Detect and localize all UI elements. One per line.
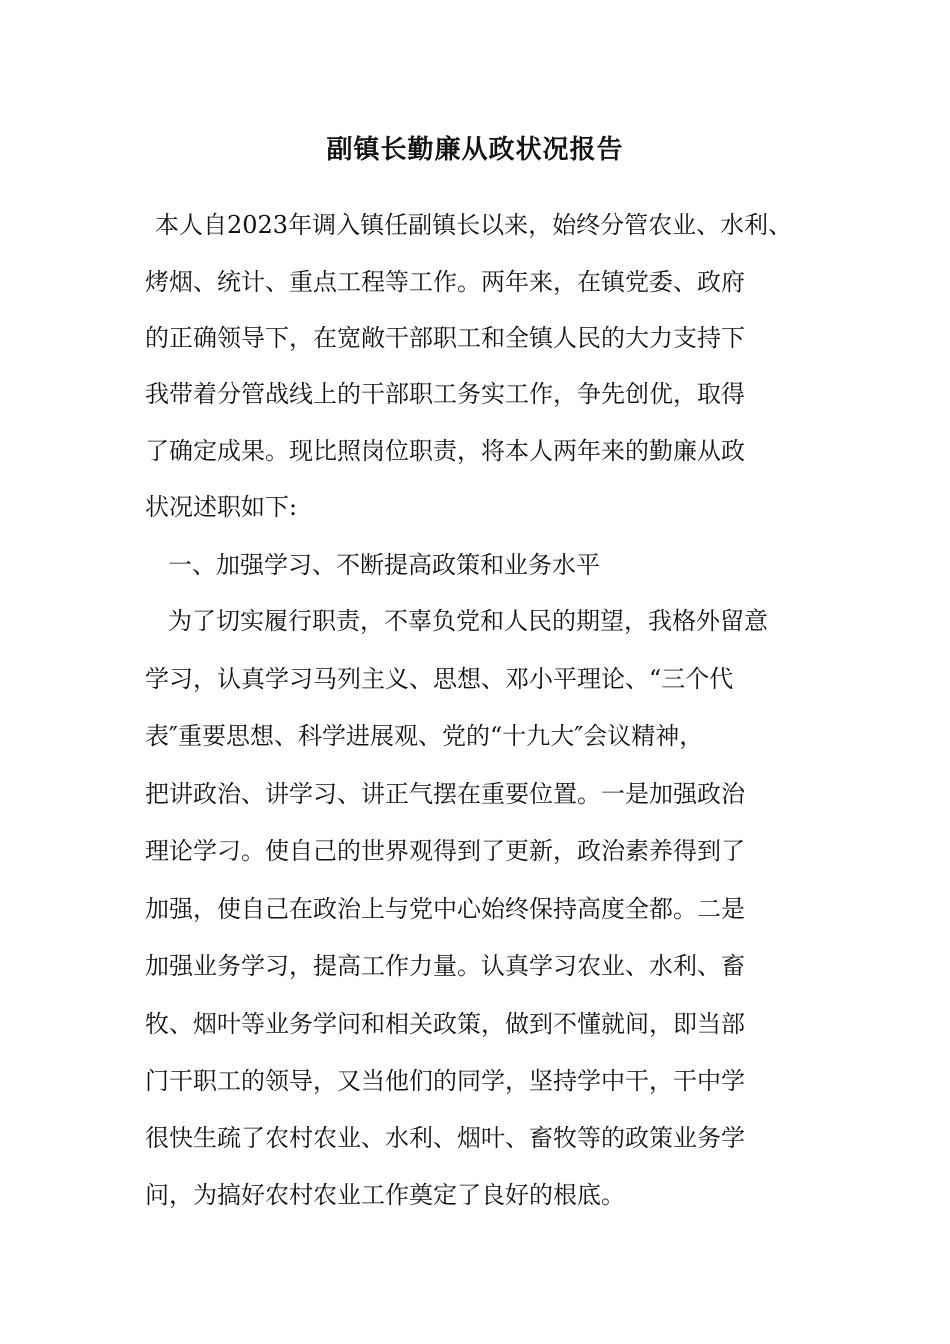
paragraph-line: 状况述职如下:: [145, 493, 298, 521]
paragraph-line: 为了切实履行职责，不辜负党和人民的期望，我格外留意: [168, 607, 768, 635]
paragraph-line: 把讲政治、讲学习、讲正气摆在重要位置。一是加强政治: [145, 780, 745, 808]
paragraph-line: 门干职工的领导，又当他们的同学，坚持学中干，干中学: [145, 1067, 745, 1095]
document-title: 副镇长勤廉从政状况报告: [326, 135, 624, 165]
paragraph-line: 加强，使自己在政治上与党中心始终保持高度全都。二是: [145, 895, 745, 923]
paragraph-line: 本人自2023年调入镇任副镇长以来，始终分管农业、水利、: [155, 211, 793, 239]
paragraph-line: 理论学刁。使自己的世界观得到了更新，政治素养得到了: [145, 837, 745, 865]
paragraph-line: 问，为搞好农村农业工作奠定了良好的根底。: [145, 1181, 625, 1209]
paragraph-line: 烤烟、统计、重点工程等工作。两年来，在镇党委、政府: [145, 268, 745, 296]
paragraph-line: 牧、烟叶等业务学问和相关政策，做到不懂就间，即当部: [145, 1010, 745, 1038]
paragraph-line: 很快生疏了农村农业、水利、烟叶、畜牧等的政策业务学: [145, 1124, 745, 1152]
paragraph-line: 学习，认真学习马列主义、思想、邓小平理论、“三个代: [145, 665, 734, 693]
paragraph-line: 我带着分管战线上的干部职工务实工作，争先创优，取得: [145, 380, 745, 408]
paragraph-line: 表″重要思想、科学进展观、党的“十九大″会议精神，: [145, 722, 704, 750]
paragraph-line: 了确定成果。现比照岗位职责，将本人两年来的勤廉从政: [145, 437, 745, 465]
paragraph-line: 的正确领导下，在宽敞干部职工和全镇人民的大力支持下: [145, 324, 745, 352]
section-heading: 一、加强学习、不断提高政策和业务水平: [168, 551, 600, 579]
paragraph-line: 加强业务学习，提高工作力量。认真学习农业、水利、畜: [145, 952, 745, 980]
